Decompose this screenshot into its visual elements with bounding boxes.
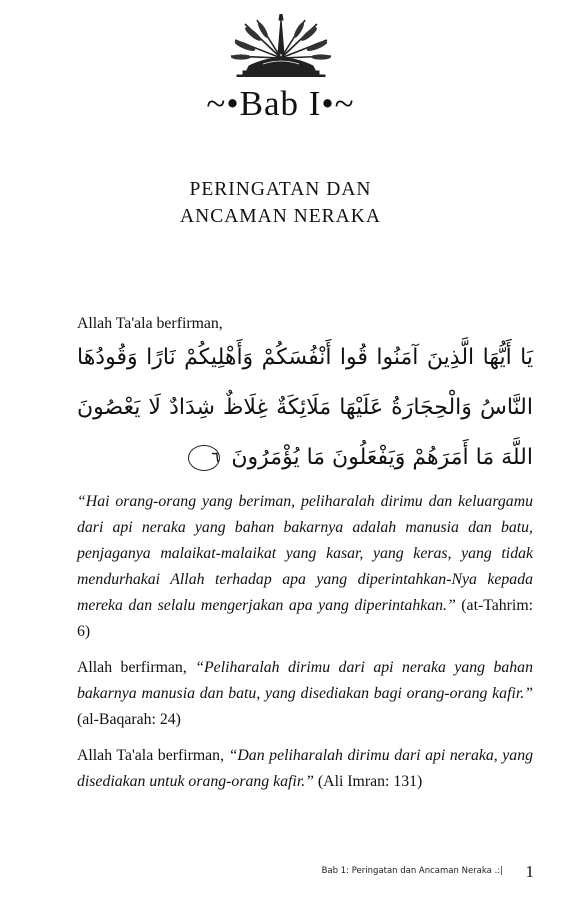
arabic-verse [77, 333, 533, 483]
quote-paragraph [77, 743, 533, 795]
quote-paragraph [77, 655, 533, 733]
ayah-number-badge: ٦ [188, 445, 220, 471]
quote-lead: Allah berfirman, [77, 659, 196, 676]
arabic-verse-text: يَا أَيُّهَا الَّذِينَ آمَنُوا قُوا أَنْفُسَكُمْ وَأَهْلِيكُمْ نَارًا وَقُودُهَا النَّاسُ وَالْحِجَارَةُ عَلَيْهَا مَلَائِكَةٌ غِلَاظٌ شِدَادٌ لَا يَعْصُونَ اللَّهَ مَا أَمَرَهُمْ وَيَفْعَلُونَ مَا يُؤْمَرُونَ [77, 345, 533, 470]
quote-text: “Peliharalah dirimu dari api neraka yang bahan bakarnya manusia dan batu, yang disediakan bagi orang-orang kafir.” [77, 659, 533, 702]
quote-text: “Dan peliharalah dirimu dari api neraka, yang disediakan untuk orang-orang kafir.” [77, 747, 533, 790]
page-number: 1 [525, 862, 534, 881]
quote-lead: Allah Ta'ala berfirman, [77, 747, 229, 764]
quote-paragraph [77, 489, 533, 645]
chapter-label: ~•Bab I•~ [206, 84, 355, 123]
quote-citation: (at-Tahrim: 6) [77, 597, 534, 640]
running-head: Bab 1: Peringatan dan Ancaman Neraka .:| [321, 866, 503, 876]
intro-line: Allah Ta'ala berfirman, [77, 315, 223, 332]
quote-citation: (Ali Imran: 131) [313, 773, 423, 790]
quote-text: “Hai orang-orang yang beriman, peliharalah dirimu dan keluargamu dari api neraka yang bahan bakarnya adalah manusia dan batu, penjaganya malaikat-malaikat yang kasar, yang keras, yang tidak mendurhakai Allah terhadap apa yang diperintahkan-Nya kepada mereka dan selalu mengerjakan apa yang diperintahkan.” [77, 493, 533, 614]
page-footer [0, 862, 561, 884]
chapter-title-line-2: ANCAMAN NERAKA [180, 206, 381, 227]
chapter-title-line-1: PERINGATAN DAN [189, 179, 372, 200]
chapter-body [77, 313, 533, 795]
quote-citation: (al-Baqarah: 24) [77, 711, 181, 728]
chapter-title [0, 176, 561, 230]
fan-palm-ornament-icon [223, 14, 339, 80]
